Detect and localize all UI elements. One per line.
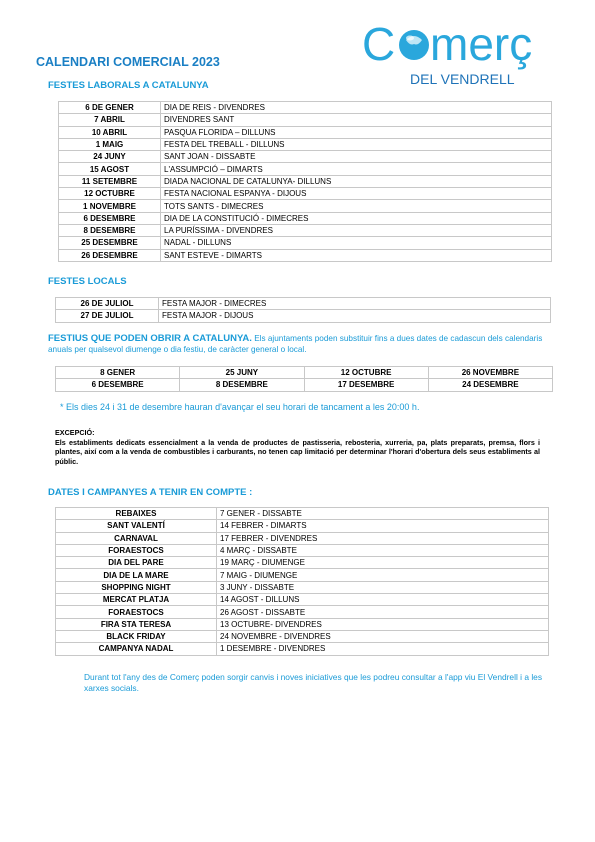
festiu-date-cell: 24 DESEMBRE: [428, 379, 552, 391]
table-row: [59, 212, 552, 224]
table-cell-date: 14 FEBRER - DIMARTS: [217, 520, 549, 532]
table-cell-date: 1 NOVEMBRE: [59, 200, 161, 212]
table-row: [56, 594, 549, 606]
festius-obrir-heading: FESTIUS QUE PODEN OBRIR A CATALUNYA.: [48, 333, 252, 344]
table-row: [56, 557, 549, 569]
table-row: [59, 200, 552, 212]
table-cell-desc: SANT JOAN - DISSABTE: [161, 151, 552, 163]
festiu-date-cell: 25 JUNY: [180, 367, 304, 379]
table-row: [56, 520, 549, 532]
table-row: [56, 569, 549, 581]
table-cell-date: 1 MAIG: [59, 138, 161, 150]
table-row: [59, 237, 552, 249]
logo-globe-icon: [399, 30, 429, 60]
table-row: [56, 508, 549, 520]
festes-laborals-heading: FESTES LABORALS A CATALUNYA: [48, 80, 209, 91]
table-cell-desc: LA PURÍSSIMA - DIVENDRES: [161, 224, 552, 236]
table-cell-desc: DIA DE REIS - DIVENDRES: [161, 102, 552, 114]
table-cell-desc: L'ASSUMPCIÓ – DIMARTS: [161, 163, 552, 175]
table-row: [59, 224, 552, 236]
table-row: [56, 606, 549, 618]
table-cell-desc: DIVENDRES SANT: [161, 114, 552, 126]
table-cell-desc: SANT ESTEVE - DIMARTS: [161, 249, 552, 261]
table-cell-name: SHOPPING NIGHT: [56, 581, 217, 593]
table-row: [56, 298, 551, 310]
festiu-date-cell: 12 OCTUBRE: [304, 367, 428, 379]
festiu-date-cell: 17 DESEMBRE: [304, 379, 428, 391]
footer-note: Durant tot l'any des de Comerç poden sorgir canvis i noves iniciatives que les podreu consultar a l'app viu El Vendrell i a les xarxes socials.: [84, 672, 543, 693]
table-cell-date: 24 NOVEMBRE - DIVENDRES: [217, 630, 549, 642]
table-cell-name: FORAESTOCS: [56, 606, 217, 618]
table-row: [56, 310, 551, 322]
table-cell-date: 17 FEBRER - DIVENDRES: [217, 532, 549, 544]
table-row: [56, 379, 553, 391]
festiu-date-cell: 6 DESEMBRE: [56, 379, 180, 391]
table-row: [56, 581, 549, 593]
table-cell-desc: DIADA NACIONAL DE CATALUNYA- DILLUNS: [161, 175, 552, 187]
table-cell-date: 13 OCTUBRE- DIVENDRES: [217, 618, 549, 630]
table-cell-date: 1 DESEMBRE - DIVENDRES: [217, 643, 549, 655]
table-row: [56, 643, 549, 655]
festes-locals-heading: FESTES LOCALS: [48, 276, 127, 287]
table-cell-desc: NADAL - DILLUNS: [161, 237, 552, 249]
logo-subtitle: DEL VENDRELL: [410, 71, 515, 87]
table-cell-desc: FESTA MAJOR - DIJOUS: [159, 310, 551, 322]
table-row: [59, 249, 552, 261]
table-cell-date: 10 ABRIL: [59, 126, 161, 138]
table-cell-desc: TOTS SANTS - DIMECRES: [161, 200, 552, 212]
table-cell-date: 19 MARÇ - DIUMENGE: [217, 557, 549, 569]
table-row: [59, 114, 552, 126]
table-cell-name: DIA DEL PARE: [56, 557, 217, 569]
logo-graphic: [362, 14, 562, 89]
table-cell-date: 25 DESEMBRE: [59, 237, 161, 249]
table-cell-desc: FESTA DEL TREBALL - DILLUNS: [161, 138, 552, 150]
table-cell-date: 7 GENER - DISSABTE: [217, 508, 549, 520]
table-cell-date: 8 DESEMBRE: [59, 224, 161, 236]
logo-letter-c: C: [362, 18, 396, 70]
festius-obrir-block: [48, 333, 548, 355]
excepcio-block: [55, 428, 540, 466]
table-row: [59, 102, 552, 114]
table-cell-name: FIRA STA TERESA: [56, 618, 217, 630]
table-cell-date: 4 MARÇ - DISSABTE: [217, 544, 549, 556]
table-cell-date: 26 AGOST - DISSABTE: [217, 606, 549, 618]
table-cell-date: 15 AGOST: [59, 163, 161, 175]
table-cell-name: FORAESTOCS: [56, 544, 217, 556]
logo-word-merc: merç: [430, 18, 533, 70]
table-cell-name: DIA DE LA MARE: [56, 569, 217, 581]
table-cell-date: 26 DE JULIOL: [56, 298, 159, 310]
festius-obrir-text: Els ajuntaments poden substituir fins a dues dates de cadascun dels calendaris anuals per qualsevol diumenge o dia festiu, de caràcter general o local.: [48, 334, 543, 354]
table-row: [59, 175, 552, 187]
table-row: [56, 532, 549, 544]
table-cell-date: 7 MAIG - DIUMENGE: [217, 569, 549, 581]
campanyes-table: [55, 507, 549, 656]
table-cell-name: SANT VALENTÍ: [56, 520, 217, 532]
excepcio-label: EXCEPCIÓ:: [55, 428, 95, 437]
table-row: [56, 367, 553, 379]
table-row: [59, 126, 552, 138]
table-cell-name: BLACK FRIDAY: [56, 630, 217, 642]
table-cell-name: CAMPANYA NADAL: [56, 643, 217, 655]
festes-laborals-table: [58, 101, 552, 262]
excepcio-text: Els establiments dedicats essencialment a la venda de productes de pastisseria, rebosteria, xurreria, pa, plats preparats, premsa, flors i plantes, així com a la venda de combustibles i carburants, no tenen cap limitació per determinar l'horari d'obertura dels seus establiments al públic.: [55, 437, 540, 466]
table-cell-date: 26 DESEMBRE: [59, 249, 161, 261]
campanyes-heading: DATES I CAMPANYES A TENIR EN COMPTE :: [48, 487, 253, 498]
table-cell-date: 11 SETEMBRE: [59, 175, 161, 187]
horari-note: * Els dies 24 i 31 de desembre hauran d'avançar el seu horari de tancament a les 20:00 h.: [60, 402, 420, 412]
table-row: [59, 163, 552, 175]
table-cell-name: MERCAT PLATJA: [56, 594, 217, 606]
table-row: [59, 151, 552, 163]
table-cell-name: REBAIXES: [56, 508, 217, 520]
table-cell-name: CARNAVAL: [56, 532, 217, 544]
comerc-logo: [362, 14, 562, 89]
festius-obrir-table: [55, 366, 553, 392]
table-cell-date: 12 OCTUBRE: [59, 188, 161, 200]
page-title: CALENDARI COMERCIAL 2023: [36, 55, 220, 69]
festiu-date-cell: 26 NOVEMBRE: [428, 367, 552, 379]
table-row: [56, 630, 549, 642]
table-cell-date: 27 DE JULIOL: [56, 310, 159, 322]
table-cell-date: 6 DE GENER: [59, 102, 161, 114]
table-cell-date: 7 ABRIL: [59, 114, 161, 126]
festiu-date-cell: 8 DESEMBRE: [180, 379, 304, 391]
table-cell-desc: FESTA MAJOR - DIMECRES: [159, 298, 551, 310]
table-cell-date: 6 DESEMBRE: [59, 212, 161, 224]
table-cell-date: 3 JUNY - DISSABTE: [217, 581, 549, 593]
table-cell-desc: PASQUA FLORIDA – DILLUNS: [161, 126, 552, 138]
table-cell-desc: DIA DE LA CONSTITUCIÓ - DIMECRES: [161, 212, 552, 224]
table-cell-date: 14 AGOST - DILLUNS: [217, 594, 549, 606]
table-row: [56, 544, 549, 556]
table-row: [59, 138, 552, 150]
table-row: [56, 618, 549, 630]
festes-locals-table: [55, 297, 551, 323]
table-cell-date: 24 JUNY: [59, 151, 161, 163]
table-cell-desc: FESTA NACIONAL ESPANYA - DIJOUS: [161, 188, 552, 200]
table-row: [59, 188, 552, 200]
festiu-date-cell: 8 GENER: [56, 367, 180, 379]
